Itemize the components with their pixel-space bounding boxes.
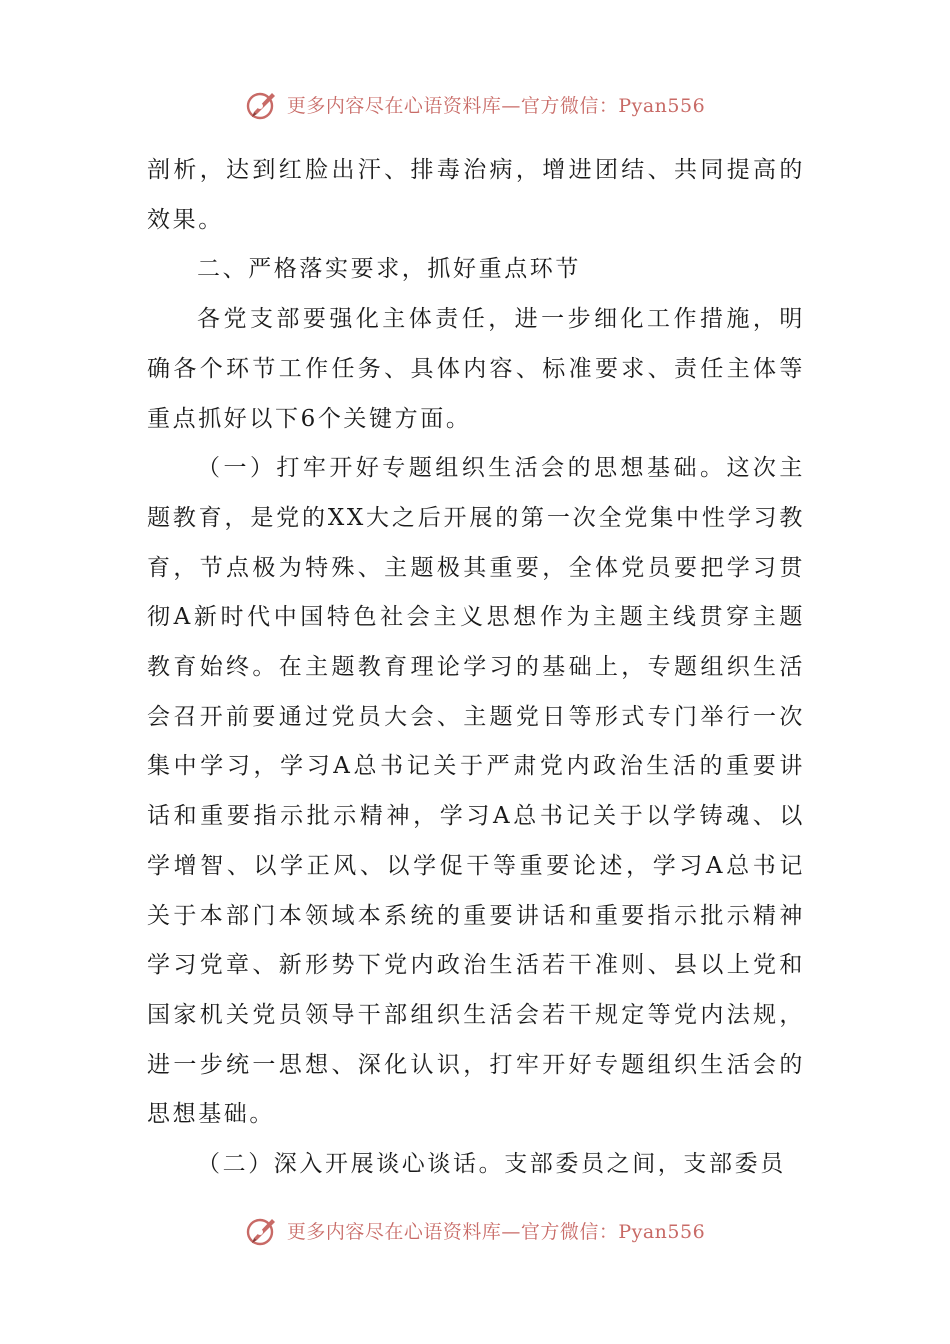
paragraph-continuation: 剖析，达到红脸出汗、排毒治病，增进团结、共同提高的效果。 xyxy=(147,157,805,233)
footer-watermark-text: 更多内容尽在心语资料库—官方微信：Pyan556 xyxy=(286,1220,706,1243)
header-watermark-text: 更多内容尽在心语资料库—官方微信：Pyan556 xyxy=(286,94,706,117)
paragraph-intro: 各党支部要强化主体责任，进一步细化工作措施，明确各个环节工作任务、具体内容、标准要求、责任主体等重点抓好以下6个关键方面。 xyxy=(147,306,805,432)
paragraph-item-1: （一）打牢开好专题组织生活会的思想基础。这次主题教育，是党的XX大之后开展的第一次全党集中性学习教育，节点极为特殊、主题极其重要，全体党员要把学习贯彻A新时代中国特色社会主义思想作为主题主线贯穿主题教育始终。在主题教育理论学习的基础上，专题组织生活会召开前要通过党员大会、主题党日等形式专门举行一次集中学习，学习A总书记关于严肃党内政治生活的重要讲话和重要指示批示精神，学习A总书记关于以学铸魂、以学增智、以学正风、以学促干等重要论述，学习A总书记关于本部门本领域本系统的重要讲话和重要指示批示精神学习党章、新形势下党内政治生活若干准则、县以上党和国家机关党员领导干部组织生活会若干规定等党内法规，进一步统一思想、深化认识，打牢开好专题组织生活会的思想基础。 xyxy=(147,455,805,1128)
pen-logo-icon xyxy=(245,87,279,121)
section-heading: 二、严格落实要求，抓好重点环节 xyxy=(197,256,581,283)
header-watermark xyxy=(0,84,950,124)
paragraph-item-2: （二）深入开展谈心谈话。支部委员之间，支部委员 xyxy=(197,1151,786,1178)
document-body xyxy=(147,146,805,1190)
footer-watermark xyxy=(0,1210,950,1250)
pen-logo-icon xyxy=(245,1213,279,1247)
